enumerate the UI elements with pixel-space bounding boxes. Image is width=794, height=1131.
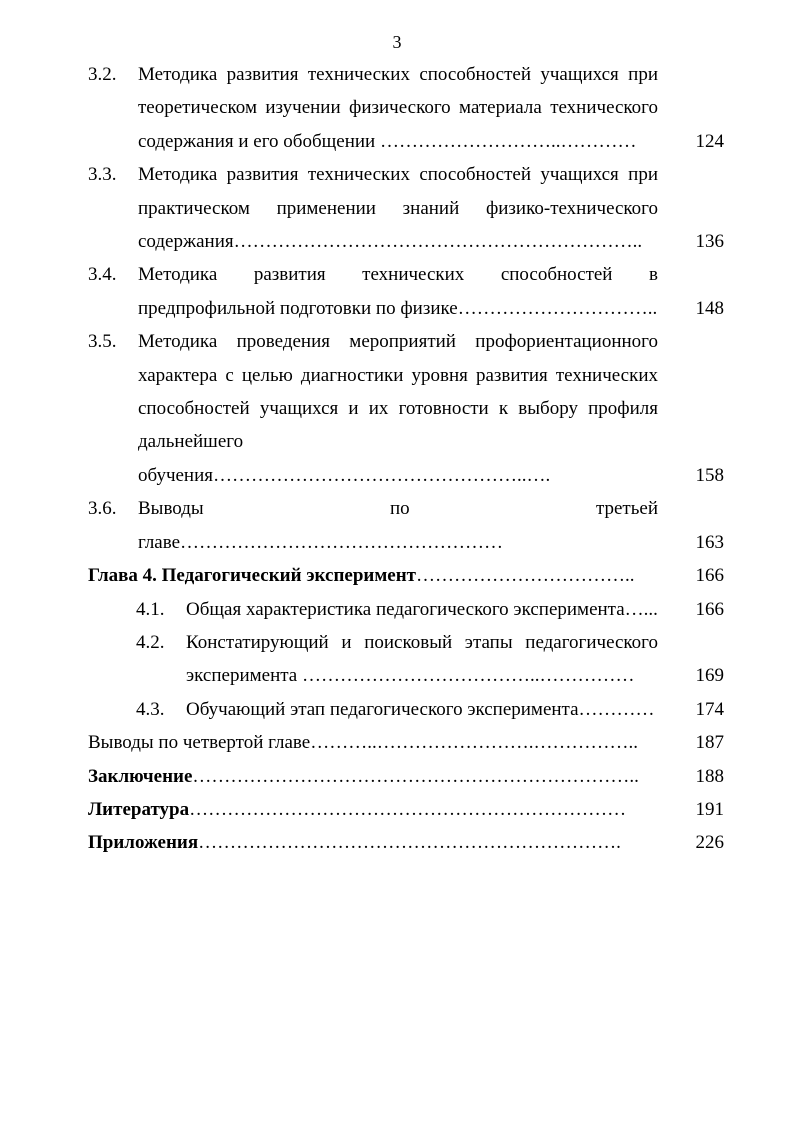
toc-entry-page: 136 xyxy=(695,231,724,253)
toc-entry-title: Приложения…………………………………………………………. xyxy=(88,832,621,854)
toc-entry-number: 3.4. xyxy=(88,264,117,286)
toc-entry-number: 3.5. xyxy=(88,331,117,353)
toc-entry-title: Выводы по третьей главе…………………………………………… xyxy=(138,498,658,553)
toc-entry-title: Литература…………………………………………………………… xyxy=(88,798,627,820)
toc-entry-title: Методика развития технических способностей учащихся при практическом применении знаний физико-технического содержания……………………………………………………….. xyxy=(138,164,658,253)
toc-entry-title: Методика развития технических способностей учащихся при теоретическом изучении физического материала технического содержания и его обобщении ………………………..………… xyxy=(138,64,658,152)
toc-entry-title: Методика проведения мероприятий профориентационного характера с целью диагностики уровня развития технических способностей учащихся и их готовности к выбору профиля дальнейшего обучения…………………………………………..…. xyxy=(138,331,658,486)
toc-entry-conclusion[interactable] xyxy=(88,760,724,793)
toc-entry-page: 148 xyxy=(695,297,724,319)
toc-entry-page: 169 xyxy=(695,665,724,687)
toc-entry-number: 3.6. xyxy=(88,498,117,520)
toc-entry-literature[interactable] xyxy=(88,793,724,826)
toc-entry-title: Глава 4. Педагогический эксперимент…………………………….. xyxy=(88,565,635,587)
toc-entry-title: Выводы по четвертой главе………..…………………….…………….. xyxy=(88,732,638,754)
toc-entry-title: Методика развития технических способностей в предпрофильной подготовки по физике………………………….. xyxy=(138,264,658,319)
toc-entry-appendices[interactable] xyxy=(88,826,724,859)
toc-entry-3-2[interactable] xyxy=(88,58,724,158)
toc-entry-title: Заключение…………………………………………………………….. xyxy=(88,765,639,787)
toc-entry-page: 158 xyxy=(695,464,724,486)
toc-entry-4-2[interactable] xyxy=(88,626,724,693)
toc-entry-number: 3.2. xyxy=(88,64,117,85)
toc-entry-page: 163 xyxy=(695,531,724,553)
toc-entry-number: 4.3. xyxy=(136,698,165,720)
toc-entry-page: 166 xyxy=(695,565,724,587)
toc-entry-page: 226 xyxy=(695,832,724,854)
toc-entry-page: 188 xyxy=(695,765,724,787)
toc-entry-page: 174 xyxy=(695,698,724,720)
toc-entry-4-1[interactable] xyxy=(88,593,724,626)
toc-entry-page: 187 xyxy=(695,732,724,754)
table-of-contents xyxy=(88,58,724,860)
toc-entry-3-3[interactable] xyxy=(88,158,724,258)
toc-entry-chapter-4[interactable] xyxy=(88,559,724,592)
toc-entry-title: Общая характеристика педагогического эксперимента…... xyxy=(186,598,658,620)
toc-entry-3-5[interactable] xyxy=(88,325,724,492)
toc-entry-page: 124 xyxy=(695,130,724,152)
toc-entry-3-4[interactable] xyxy=(88,258,724,325)
toc-entry-title: Обучающий этап педагогического эксперимента………… xyxy=(186,698,655,720)
toc-entry-page: 191 xyxy=(695,798,724,820)
toc-entry-number: 3.3. xyxy=(88,164,117,186)
toc-entry-number: 4.2. xyxy=(136,631,165,653)
toc-entry-number: 4.1. xyxy=(136,598,165,620)
toc-entry-4-3[interactable] xyxy=(88,693,724,726)
page-number: 3 xyxy=(392,32,402,52)
toc-entry-title: Констатирующий и поисковый этапы педагогического эксперимента ………………………………..…………… xyxy=(186,631,658,687)
toc-entry-3-6[interactable] xyxy=(88,492,724,559)
toc-entry-conclusions-ch4[interactable] xyxy=(88,726,724,759)
toc-entry-page: 166 xyxy=(695,598,724,620)
